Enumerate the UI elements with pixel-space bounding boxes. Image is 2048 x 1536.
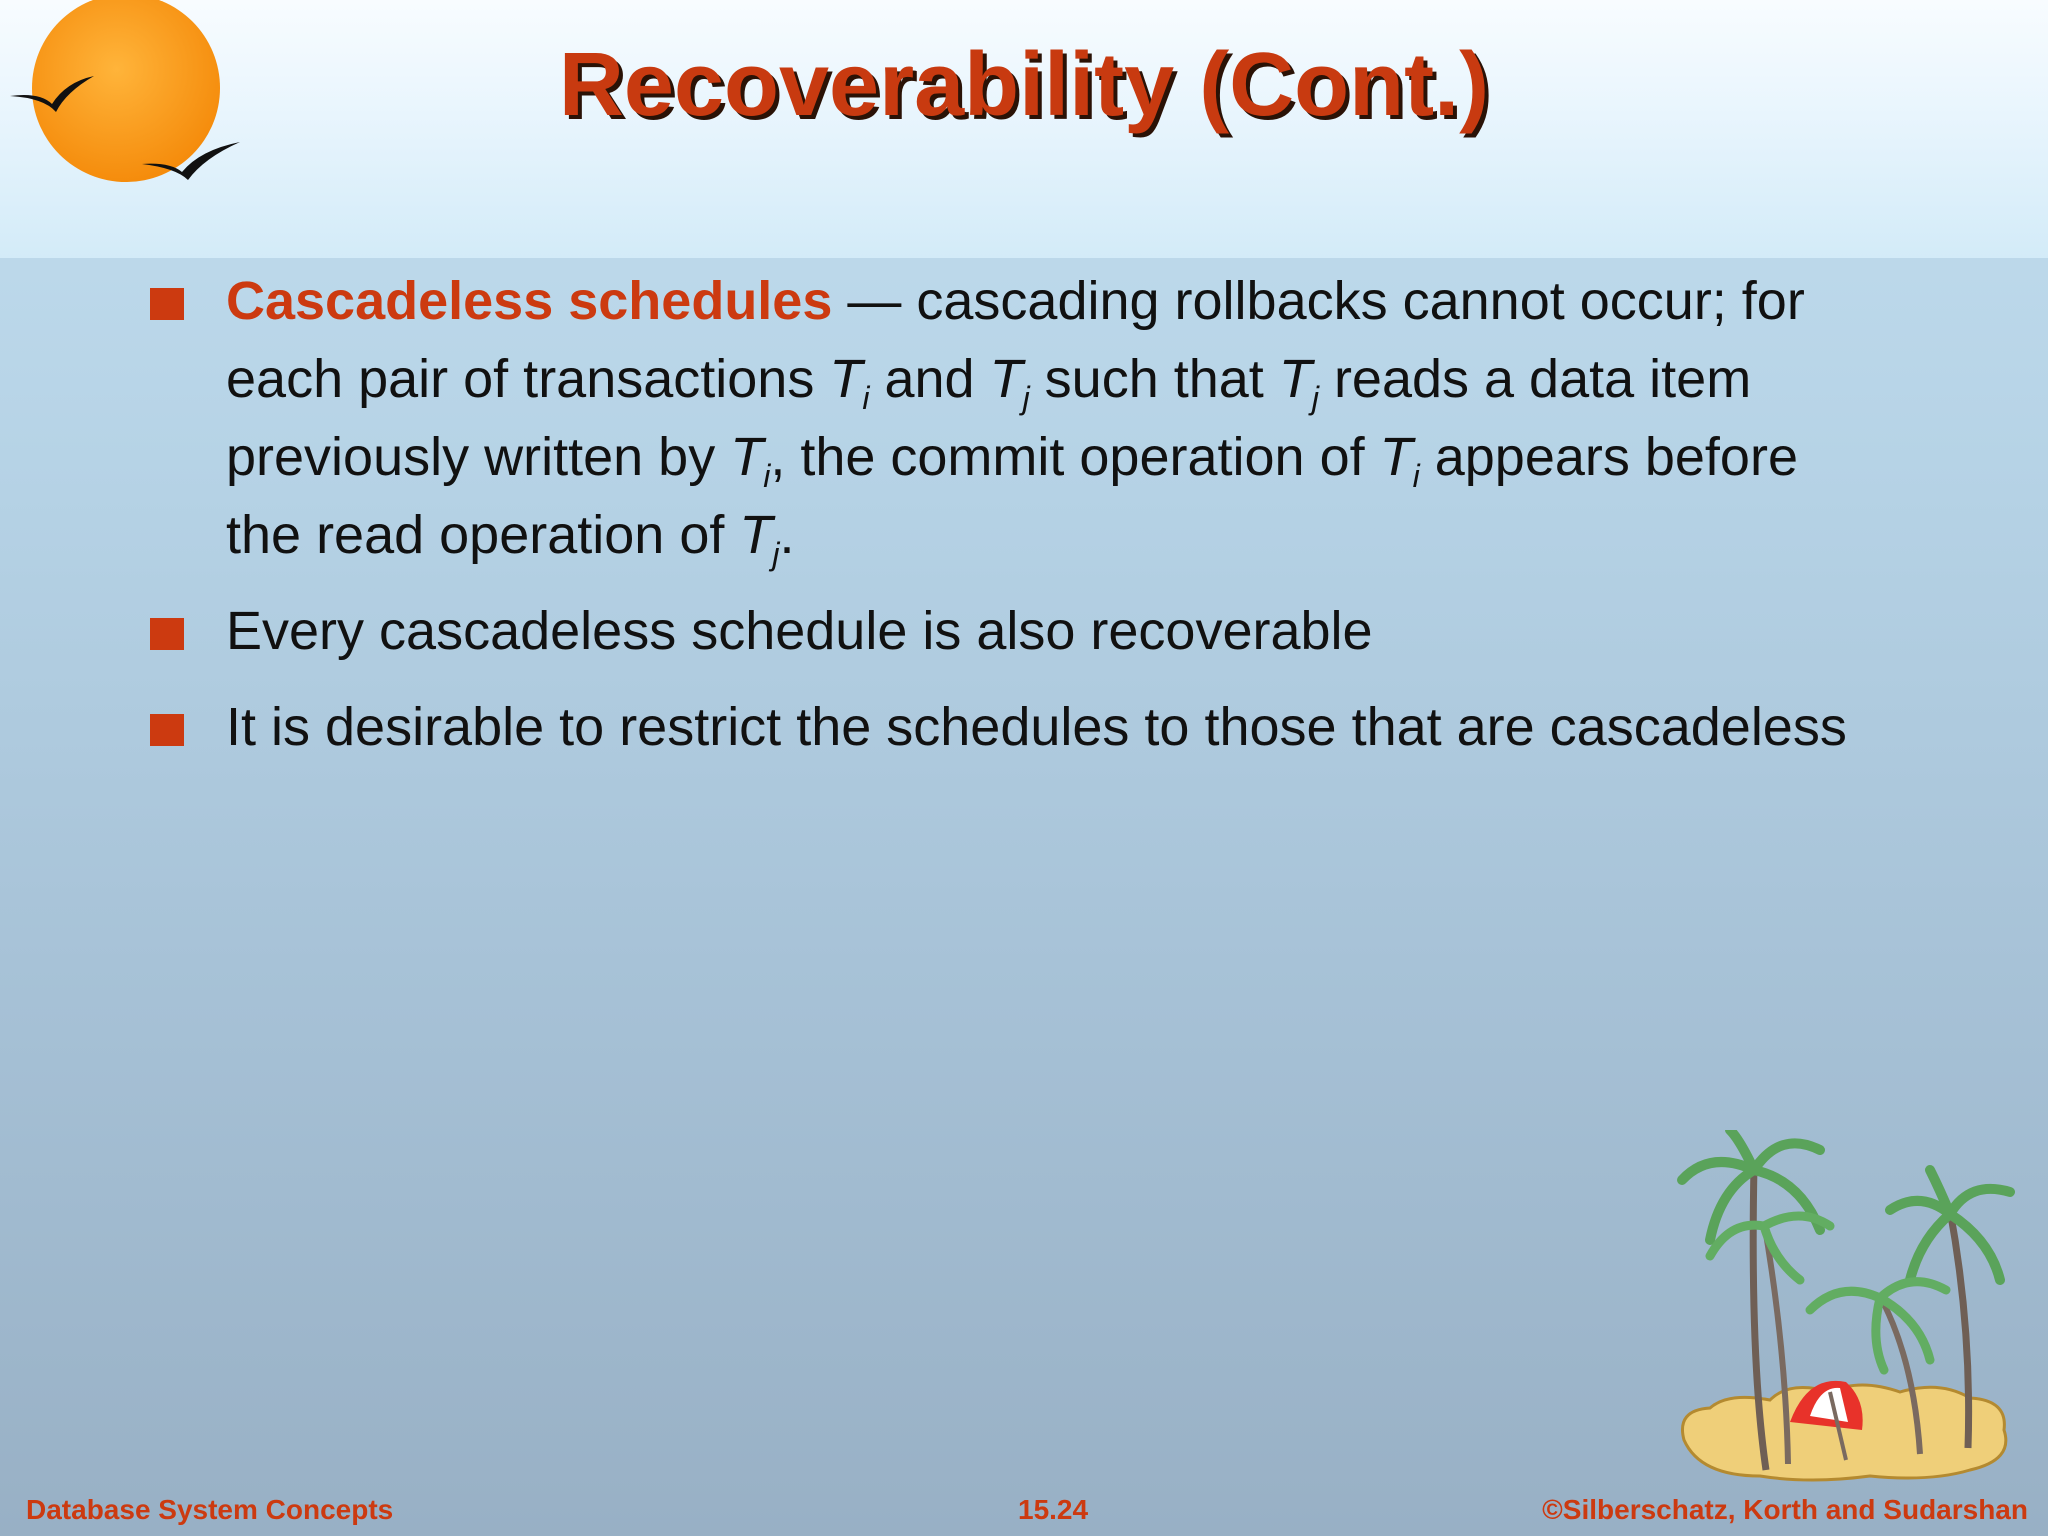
math-var: [1278, 349, 1319, 416]
footer-book-title: Database System Concepts: [26, 1494, 394, 1525]
bullet-text: .: [779, 505, 795, 565]
math-var: [829, 349, 870, 416]
bullet-text: and: [869, 349, 990, 409]
math-subscript: i: [862, 380, 870, 416]
bullet-text: It is desirable to restrict the schedules to those that are cascadeless: [226, 697, 1847, 757]
math-var: [730, 427, 771, 494]
math-letter: T: [989, 349, 1023, 409]
bullet-desirable: [150, 688, 1870, 766]
math-var: [989, 349, 1030, 416]
palm-island-icon: [1670, 1130, 2030, 1490]
bullet-recoverable: [150, 592, 1870, 670]
math-var: [739, 505, 780, 572]
bullet-cascadeless: [150, 262, 1870, 574]
math-letter: T: [1278, 349, 1312, 409]
math-letter: T: [1379, 427, 1413, 487]
bullet-text: reads a data item previously written by: [226, 349, 1752, 487]
footer-page-number: 15.24: [1018, 1494, 1089, 1525]
bullet-list: [150, 262, 1870, 784]
math-var: [1379, 427, 1420, 494]
math-subscript: i: [1412, 458, 1420, 494]
term-cascadeless-schedules: Cascadeless schedules: [226, 271, 833, 331]
bullet-marker: [150, 714, 184, 746]
bullet-text: Every cascadeless schedule is also recoverable: [226, 601, 1373, 661]
bullet-text: appears before the read operation of: [226, 427, 1798, 565]
bullet-text: — cascading rollbacks cannot occur; for each pair of transactions: [226, 271, 1805, 409]
slide-title: Recoverability (Cont.): [558, 35, 1490, 135]
footer-copyright: ©Silberschatz, Korth and Sudarshan: [1542, 1494, 2028, 1525]
bullet-text: such that: [1029, 349, 1279, 409]
math-subscript: j: [772, 536, 780, 572]
bullet-marker: [150, 288, 184, 320]
math-subscript: j: [1022, 380, 1030, 416]
bullet-text: , the commit operation of: [770, 427, 1380, 487]
bullet-marker: [150, 618, 184, 650]
math-subscript: j: [1311, 380, 1319, 416]
math-letter: T: [730, 427, 764, 487]
math-letter: T: [739, 505, 773, 565]
math-subscript: i: [763, 458, 771, 494]
math-letter: T: [829, 349, 863, 409]
